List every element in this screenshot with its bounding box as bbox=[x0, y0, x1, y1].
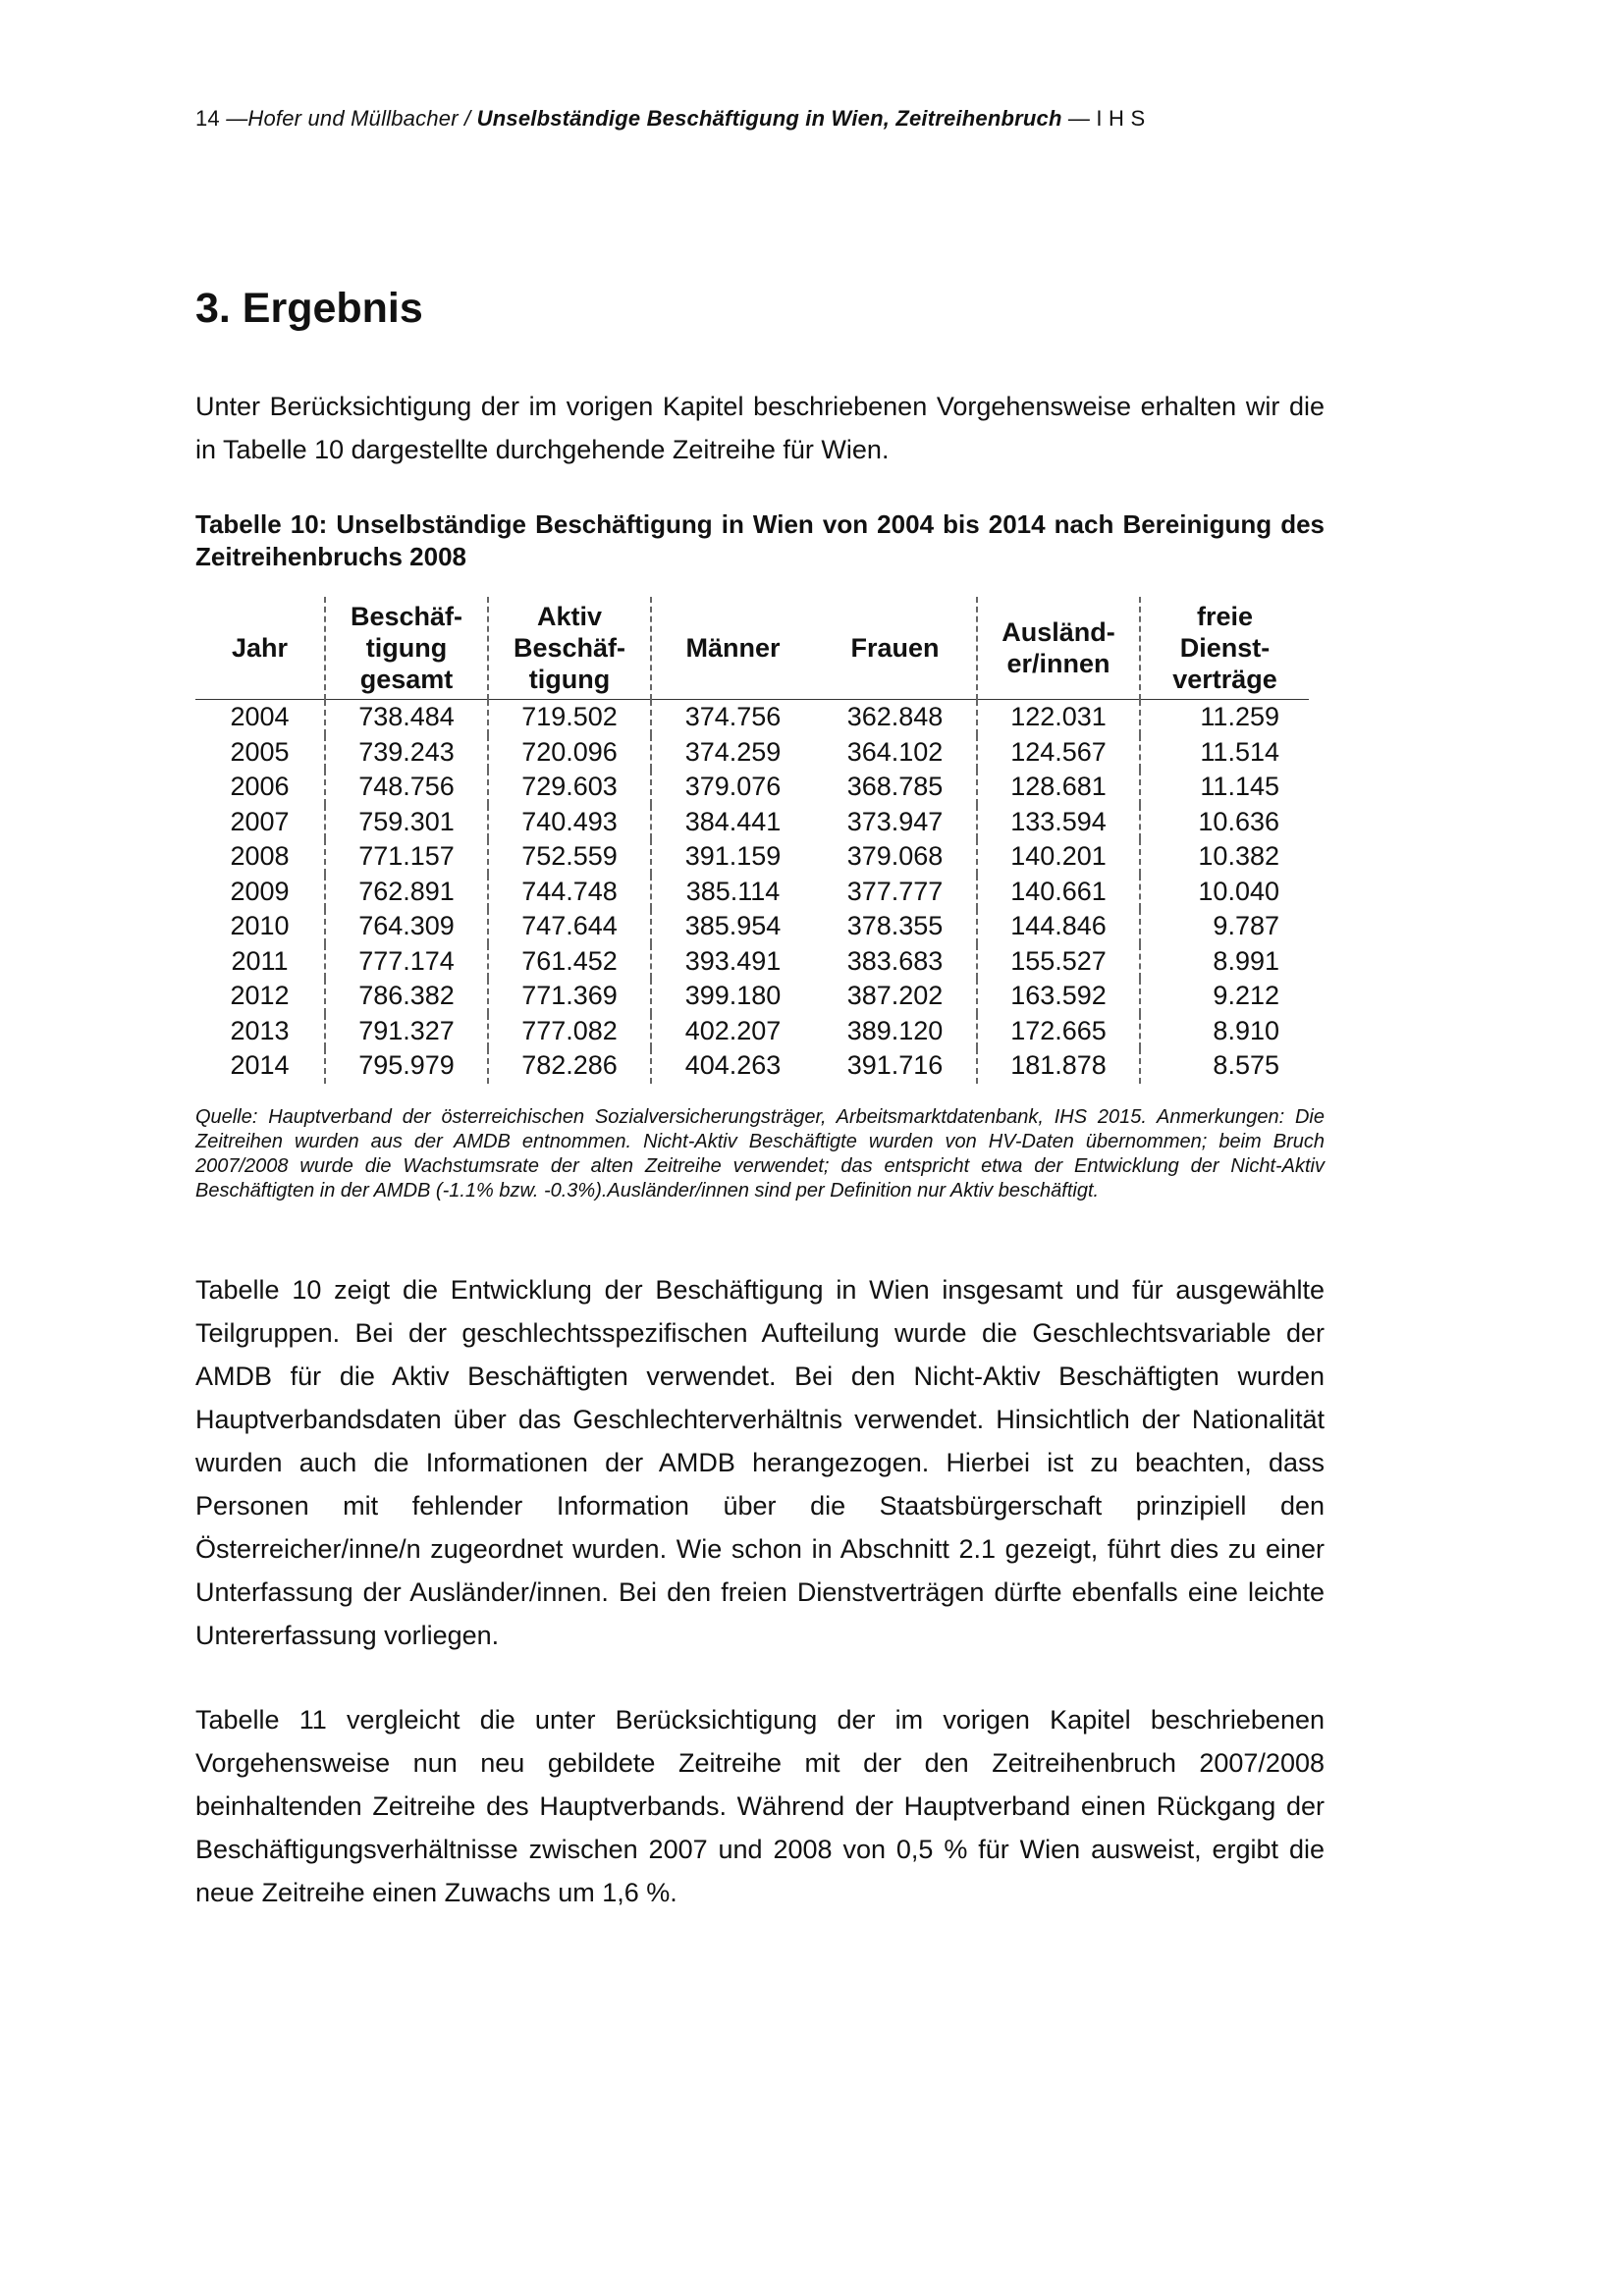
table-row bbox=[195, 839, 1309, 875]
table-cell: 124.567 bbox=[977, 735, 1140, 771]
table-cell-year: 2014 bbox=[230, 1050, 290, 1081]
col-header-maenner: Männer bbox=[651, 597, 814, 700]
col-header-auslaender: Ausländ- er/innen bbox=[977, 597, 1140, 700]
table-cell: 10.382 bbox=[1140, 839, 1309, 875]
table-row bbox=[195, 909, 1309, 944]
page-number: 14 bbox=[195, 106, 220, 131]
col-header-gesamt: Beschäf- tigung gesamt bbox=[325, 597, 488, 700]
table-cell: 786.382 bbox=[325, 979, 488, 1014]
table-cell-year: 2010 bbox=[230, 911, 290, 941]
table-cell: 364.102 bbox=[846, 736, 944, 767]
table-cell: 140.661 bbox=[977, 875, 1140, 910]
table-cell-year: 2007 bbox=[230, 806, 290, 836]
table-cell: 172.665 bbox=[977, 1014, 1140, 1049]
table-cell: 9.212 bbox=[1140, 979, 1309, 1014]
table-cell-year: 2009 bbox=[230, 876, 290, 906]
table-caption: Tabelle 10: Unselbständige Beschäftigung in Wien von 2004 bis 2014 nach Bereinigung des Zeitreihenbruchs 2008 bbox=[195, 509, 1325, 571]
table-cell: 387.202 bbox=[846, 981, 944, 1011]
table-cell-year: 2008 bbox=[230, 841, 290, 872]
table-cell: 378.355 bbox=[846, 911, 944, 941]
col-header-jahr: Jahr bbox=[195, 597, 325, 700]
table-cell: 389.120 bbox=[846, 1015, 944, 1045]
section-title: 3. Ergebnis bbox=[195, 285, 423, 332]
table-cell: 362.848 bbox=[846, 702, 944, 732]
table-row bbox=[195, 875, 1309, 910]
table-cell: 748.756 bbox=[325, 770, 488, 805]
table-row bbox=[195, 735, 1309, 771]
table-cell: 10.636 bbox=[1140, 805, 1309, 840]
table-cell: 385.954 bbox=[651, 909, 814, 944]
table-cell: 739.243 bbox=[325, 735, 488, 771]
table-cell: 374.259 bbox=[651, 735, 814, 771]
table-cell: 374.756 bbox=[651, 700, 814, 735]
table-row bbox=[195, 1014, 1309, 1049]
table-cell: 163.592 bbox=[977, 979, 1140, 1014]
table-cell: 9.787 bbox=[1140, 909, 1309, 944]
table-cell-year: 2005 bbox=[230, 736, 290, 767]
table-row bbox=[195, 805, 1309, 840]
table-cell: 373.947 bbox=[846, 806, 944, 836]
table-cell: 11.514 bbox=[1140, 735, 1309, 771]
table-cell: 140.201 bbox=[977, 839, 1140, 875]
table-cell: 368.785 bbox=[846, 772, 944, 802]
table-cell: 383.683 bbox=[846, 945, 944, 976]
col-header-freie: freie Dienst- verträge bbox=[1140, 597, 1309, 700]
table-header-row bbox=[195, 597, 1309, 700]
table-cell: 144.846 bbox=[977, 909, 1140, 944]
table-cell: 155.527 bbox=[977, 944, 1140, 980]
table-cell: 777.082 bbox=[488, 1014, 651, 1049]
header-title: Unselbständige Beschäftigung in Wien, Zeitreihenbruch bbox=[476, 106, 1062, 131]
table-cell: 399.180 bbox=[651, 979, 814, 1014]
table-cell-year: 2006 bbox=[230, 772, 290, 802]
table-cell: 738.484 bbox=[325, 700, 488, 735]
table-cell-year: 2004 bbox=[230, 702, 290, 732]
table-cell: 11.259 bbox=[1140, 700, 1309, 735]
header-authors: —Hofer und Müllbacher / bbox=[226, 106, 477, 131]
table-cell: 764.309 bbox=[325, 909, 488, 944]
table-cell: 404.263 bbox=[651, 1048, 814, 1084]
table-cell: 133.594 bbox=[977, 805, 1140, 840]
table-cell: 11.145 bbox=[1140, 770, 1309, 805]
table-cell: 181.878 bbox=[977, 1048, 1140, 1084]
table-cell: 782.286 bbox=[488, 1048, 651, 1084]
table-cell: 8.575 bbox=[1140, 1048, 1309, 1084]
table-cell: 744.748 bbox=[488, 875, 651, 910]
table-cell: 720.096 bbox=[488, 735, 651, 771]
table-cell: 391.159 bbox=[651, 839, 814, 875]
table-cell: 393.491 bbox=[651, 944, 814, 980]
table-cell: 729.603 bbox=[488, 770, 651, 805]
intro-paragraph: Unter Berücksichtigung der im vorigen Kapitel beschriebenen Vorgehensweise erhalten wir die in Tabelle 10 dargestellte durchgehende Zeitreihe für Wien. bbox=[195, 392, 1325, 464]
table-cell: 377.777 bbox=[846, 876, 944, 906]
table-cell: 385.114 bbox=[651, 875, 814, 910]
table-cell: 791.327 bbox=[325, 1014, 488, 1049]
table-row bbox=[195, 979, 1309, 1014]
table-cell: 761.452 bbox=[488, 944, 651, 980]
table-cell: 391.716 bbox=[846, 1050, 944, 1081]
table-cell: 10.040 bbox=[1140, 875, 1309, 910]
table-row bbox=[195, 700, 1309, 735]
body-paragraph-2: Tabelle 11 vergleicht die unter Berücksichtigung der im vorigen Kapitel beschriebenen Vorgehensweise nun neu gebildete Zeitreihe mit der den Zeitreihenbruch 2007/2008 beinhaltenden Zeitreihe des Hauptverbands. Während der Hauptverband einen Rückgang der Beschäftigungsverhältnisse zwischen 2007 und 2008 von 0,5 % für Wien ausweist, ergibt die neue Zeitreihe einen Zuwachs um 1,6 %. bbox=[195, 1705, 1325, 1907]
table-cell: 128.681 bbox=[977, 770, 1140, 805]
table-cell: 762.891 bbox=[325, 875, 488, 910]
body-paragraph-1: Tabelle 10 zeigt die Entwicklung der Beschäftigung in Wien insgesamt und für ausgewählte Teilgruppen. Bei der geschlechtsspezifischen Aufteilung wurde die Geschlechtsvariable der AMDB für die Aktiv Beschäftigten verwendet. Bei den Nicht-Aktiv Beschäftigten wurden Hauptverbandsdaten über das Geschlechterverhältnis verwendet. Hinsichtlich der Nationalität wurden auch die Informationen der AMDB herangezogen. Hierbei ist zu beachten, dass Personen mit fehlender Information über die Staatsbürgerschaft prinzipiell den Österreicher/inne/n zugeordnet wurden. Wie schon in Abschnitt 2.1 gezeigt, führt dies zu einer Unterfassung der Ausländer/innen. Bei den freien Dienstverträgen dürfte ebenfalls eine leichte Untererfassung vorliegen. bbox=[195, 1275, 1325, 1650]
table-cell-year: 2011 bbox=[231, 945, 289, 976]
table-cell: 747.644 bbox=[488, 909, 651, 944]
running-header bbox=[195, 106, 1145, 132]
table-cell: 384.441 bbox=[651, 805, 814, 840]
table-cell: 719.502 bbox=[488, 700, 651, 735]
table-row bbox=[195, 944, 1309, 980]
table-cell: 379.068 bbox=[846, 841, 944, 872]
table-cell: 777.174 bbox=[325, 944, 488, 980]
table-cell: 771.157 bbox=[325, 839, 488, 875]
employment-table bbox=[195, 597, 1309, 1084]
table-cell: 752.559 bbox=[488, 839, 651, 875]
table-cell: 402.207 bbox=[651, 1014, 814, 1049]
table-cell: 379.076 bbox=[651, 770, 814, 805]
table-cell: 795.979 bbox=[325, 1048, 488, 1084]
table-notes: Quelle: Hauptverband der österreichischen Sozialversicherungsträger, Arbeitsmarktdatenbank, IHS 2015. Anmerkungen: Die Zeitreihen wurden aus der AMDB entnommen. Nicht-Aktiv Beschäftigte wurden von HV-Daten übernommen; beim Bruch 2007/2008 wurde die Wachstumsrate der alten Zeitreihe verwendet; das entspricht etwa der Entwicklung der Nicht-Aktiv Beschäftigten in der AMDB (-1.1% bzw. -0.3%).Ausländer/innen sind per Definition nur Aktiv beschäftigt. bbox=[195, 1106, 1325, 1201]
table-cell: 122.031 bbox=[977, 700, 1140, 735]
table-cell: 759.301 bbox=[325, 805, 488, 840]
table-cell-year: 2013 bbox=[230, 1015, 290, 1045]
table-row bbox=[195, 770, 1309, 805]
col-header-aktiv: Aktiv Beschäf- tigung bbox=[488, 597, 651, 700]
table-cell: 8.991 bbox=[1140, 944, 1309, 980]
table-cell: 8.910 bbox=[1140, 1014, 1309, 1049]
table-cell-year: 2012 bbox=[230, 981, 290, 1011]
table-row bbox=[195, 1048, 1309, 1084]
header-institute: — I H S bbox=[1061, 106, 1146, 131]
table-cell: 771.369 bbox=[488, 979, 651, 1014]
col-header-frauen: Frauen bbox=[814, 597, 977, 700]
table-body bbox=[195, 700, 1309, 1084]
table-cell: 740.493 bbox=[488, 805, 651, 840]
